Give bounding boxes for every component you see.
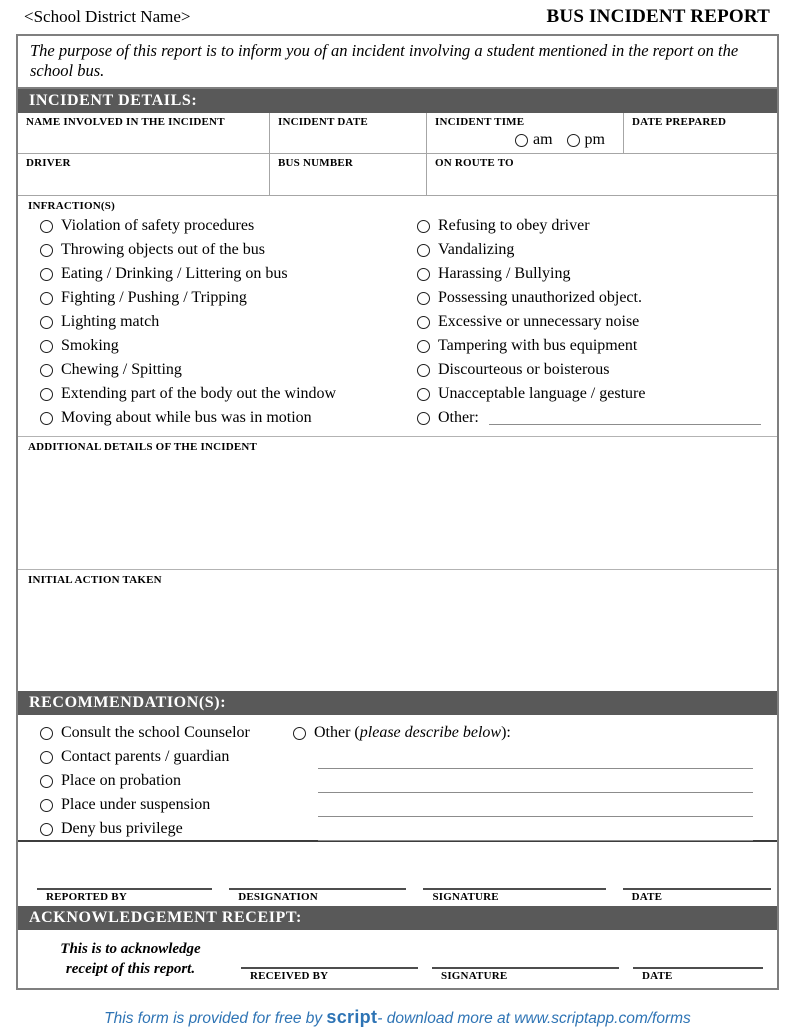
infraction-option[interactable] [40,406,408,430]
bus-incident-form [16,34,779,990]
section-header-recommendations: RECOMMENDATION(S): [18,691,777,715]
footer [0,1007,795,1028]
recommendation-option-label: Deny bus privilege [61,820,183,837]
recommendation-option[interactable] [40,817,293,841]
designation-label: DESIGNATION [238,891,318,903]
pm-label: pm [584,131,605,148]
radio-button[interactable] [417,220,430,233]
additional-details-label: ADDITIONAL DETAILS OF THE INCIDENT [28,441,258,453]
initial-action-label: INITIAL ACTION TAKEN [28,574,162,586]
bus-number-label: BUS NUMBER [278,157,354,169]
radio-button[interactable] [40,292,53,305]
infractions-right-column [408,214,767,430]
on-route-to-field[interactable] [427,154,777,195]
infraction-option[interactable] [40,310,408,334]
ack-date-field[interactable] [633,967,763,982]
am-label: am [533,131,553,148]
acknowledgement-note [34,930,227,988]
pm-option[interactable] [567,131,605,149]
recommendation-option[interactable] [40,745,293,769]
recommendation-other-block [293,721,767,840]
radio-button[interactable] [40,220,53,233]
acknowledgement-signature-row [227,930,777,988]
name-involved-label: NAME INVOLVED IN THE INCIDENT [26,116,225,128]
date-label: DATE [631,891,663,903]
school-district-name: <School District Name> [24,7,191,26]
infraction-option[interactable] [40,214,408,238]
infraction-option-label: Chewing / Spitting [61,361,182,378]
infraction-option[interactable] [417,310,767,334]
infraction-option[interactable] [417,214,767,238]
infraction-option-label: Fighting / Pushing / Tripping [61,289,247,306]
signature-label: SIGNATURE [432,891,499,903]
infraction-option-label: Violation of safety procedures [61,217,255,234]
driver-field[interactable] [18,154,270,195]
recommendation-option-label: Consult the school Counselor [61,724,250,741]
radio-button[interactable] [40,751,53,764]
radio-button[interactable] [40,268,53,281]
infraction-other-line[interactable] [489,411,761,425]
footer-text-suffix[interactable]: - download more at www.scriptapp.com/forms [377,1010,691,1027]
infraction-option[interactable] [417,238,767,262]
incident-date-field[interactable] [270,113,427,153]
recommendation-write-in-line[interactable] [318,793,753,817]
recommendation-write-in-line[interactable] [318,745,753,769]
footer-brand-logo[interactable]: script [326,1007,378,1027]
infraction-option-label: Moving about while bus was in motion [61,409,312,426]
signature-gap [18,842,777,888]
recommendation-option-other[interactable] [293,721,767,745]
received-by-label: RECEIVED BY [250,970,329,982]
initial-action-area[interactable] [18,570,777,691]
on-route-to-label: ON ROUTE TO [435,157,514,169]
reported-by-label: REPORTED BY [46,891,127,903]
date-field[interactable] [623,888,771,903]
incident-date-label: INCIDENT DATE [278,116,368,128]
infraction-option-label: Tampering with bus equipment [438,337,638,354]
recommendation-write-in-line[interactable] [318,817,753,841]
reported-by-field[interactable] [37,888,212,903]
radio-button[interactable] [293,727,306,740]
infraction-option[interactable] [417,358,767,382]
radio-button[interactable] [40,340,53,353]
radio-button[interactable] [40,244,53,257]
recommendation-other-label: Other (please describe below): [314,724,511,741]
infraction-option-label: Possessing unauthorized object. [438,289,642,306]
radio-button[interactable] [40,316,53,329]
infraction-option-label: Discourteous or boisterous [438,361,610,378]
infraction-option[interactable] [417,334,767,358]
infraction-option-label: Vandalizing [438,241,515,258]
radio-button[interactable] [40,799,53,812]
ack-signature-label: SIGNATURE [441,970,508,982]
fields-row-1 [18,113,777,154]
infraction-option[interactable] [40,238,408,262]
recommendations-section [18,715,777,842]
radio-button[interactable] [417,316,430,329]
radio-button[interactable] [40,364,53,377]
incident-time-field[interactable] [427,113,624,153]
name-involved-field[interactable] [18,113,270,153]
recommendation-option[interactable] [40,769,293,793]
recommendation-option-label: Contact parents / guardian [61,748,230,765]
am-radio-button[interactable] [515,134,528,147]
infraction-option-label: Eating / Drinking / Littering on bus [61,265,288,282]
am-pm-options [435,131,615,150]
recommendation-option[interactable] [40,793,293,817]
bus-number-field[interactable] [270,154,427,195]
infraction-option[interactable] [40,334,408,358]
am-option[interactable] [515,131,553,149]
date-prepared-field[interactable] [624,113,777,153]
recommendation-option-label: Place on probation [61,772,181,789]
signature-field[interactable] [423,888,605,903]
recommendation-write-in-line[interactable] [318,769,753,793]
radio-button[interactable] [417,412,430,425]
radio-button[interactable] [40,412,53,425]
infraction-option[interactable] [40,286,408,310]
driver-label: DRIVER [26,157,71,169]
infraction-option-label: Excessive or unnecessary noise [438,313,640,330]
infraction-option[interactable] [40,262,408,286]
radio-button[interactable] [417,292,430,305]
date-prepared-label: DATE PREPARED [632,116,727,128]
infraction-option[interactable] [417,262,767,286]
recommendation-option[interactable] [40,721,293,745]
infraction-other-label: Other: [438,409,479,426]
radio-button[interactable] [417,388,430,401]
infractions-section [18,196,777,437]
report-signature-row [18,888,777,906]
ack-signature-field[interactable] [432,967,619,982]
infraction-option[interactable] [417,286,767,310]
recommendations-options [28,721,293,840]
radio-button[interactable] [417,268,430,281]
acknowledgement-note-line1: This is to acknowledge [60,941,201,957]
infraction-option-label: Smoking [61,337,119,354]
infractions-columns [28,214,767,430]
infraction-option-label: Harassing / Bullying [438,265,571,282]
radio-button[interactable] [40,775,53,788]
incident-time-label: INCIDENT TIME [435,116,525,128]
radio-button[interactable] [40,727,53,740]
pm-radio-button[interactable] [567,134,580,147]
infraction-option-label: Extending part of the body out the window [61,385,337,402]
designation-field[interactable] [229,888,406,903]
infraction-option-label: Unacceptable language / gesture [438,385,646,402]
section-header-acknowledgement: ACKNOWLEDGEMENT RECEIPT: [18,906,777,930]
infraction-option-label: Refusing to obey driver [438,217,590,234]
infractions-left-column [28,214,408,430]
ack-date-label: DATE [642,970,673,982]
page-header [0,0,795,30]
infraction-option[interactable] [40,358,408,382]
purpose-statement: The purpose of this report is to inform you of an incident involving a student mentioned in the report on the school bus. [18,36,777,89]
footer-text-prefix: This form is provided for free by [104,1010,327,1027]
infraction-option-other[interactable] [417,406,767,430]
acknowledgement-section [18,930,777,988]
additional-details-area[interactable] [18,437,777,570]
radio-button[interactable] [417,364,430,377]
infractions-label: INFRACTION(S) [28,200,115,212]
radio-button[interactable] [417,340,430,353]
received-by-field[interactable] [241,967,418,982]
section-header-incident-details: INCIDENT DETAILS: [18,89,777,113]
infraction-option-label: Throwing objects out of the bus [61,241,265,258]
radio-button[interactable] [417,244,430,257]
fields-row-2 [18,154,777,196]
infraction-option[interactable] [417,382,767,406]
infraction-option[interactable] [40,382,408,406]
page-title: BUS INCIDENT REPORT [546,6,770,27]
recommendation-option-label: Place under suspension [61,796,211,813]
acknowledgement-note-line2: receipt of this report. [65,961,196,977]
infraction-option-label: Lighting match [61,313,160,330]
radio-button[interactable] [40,823,53,836]
radio-button[interactable] [40,388,53,401]
